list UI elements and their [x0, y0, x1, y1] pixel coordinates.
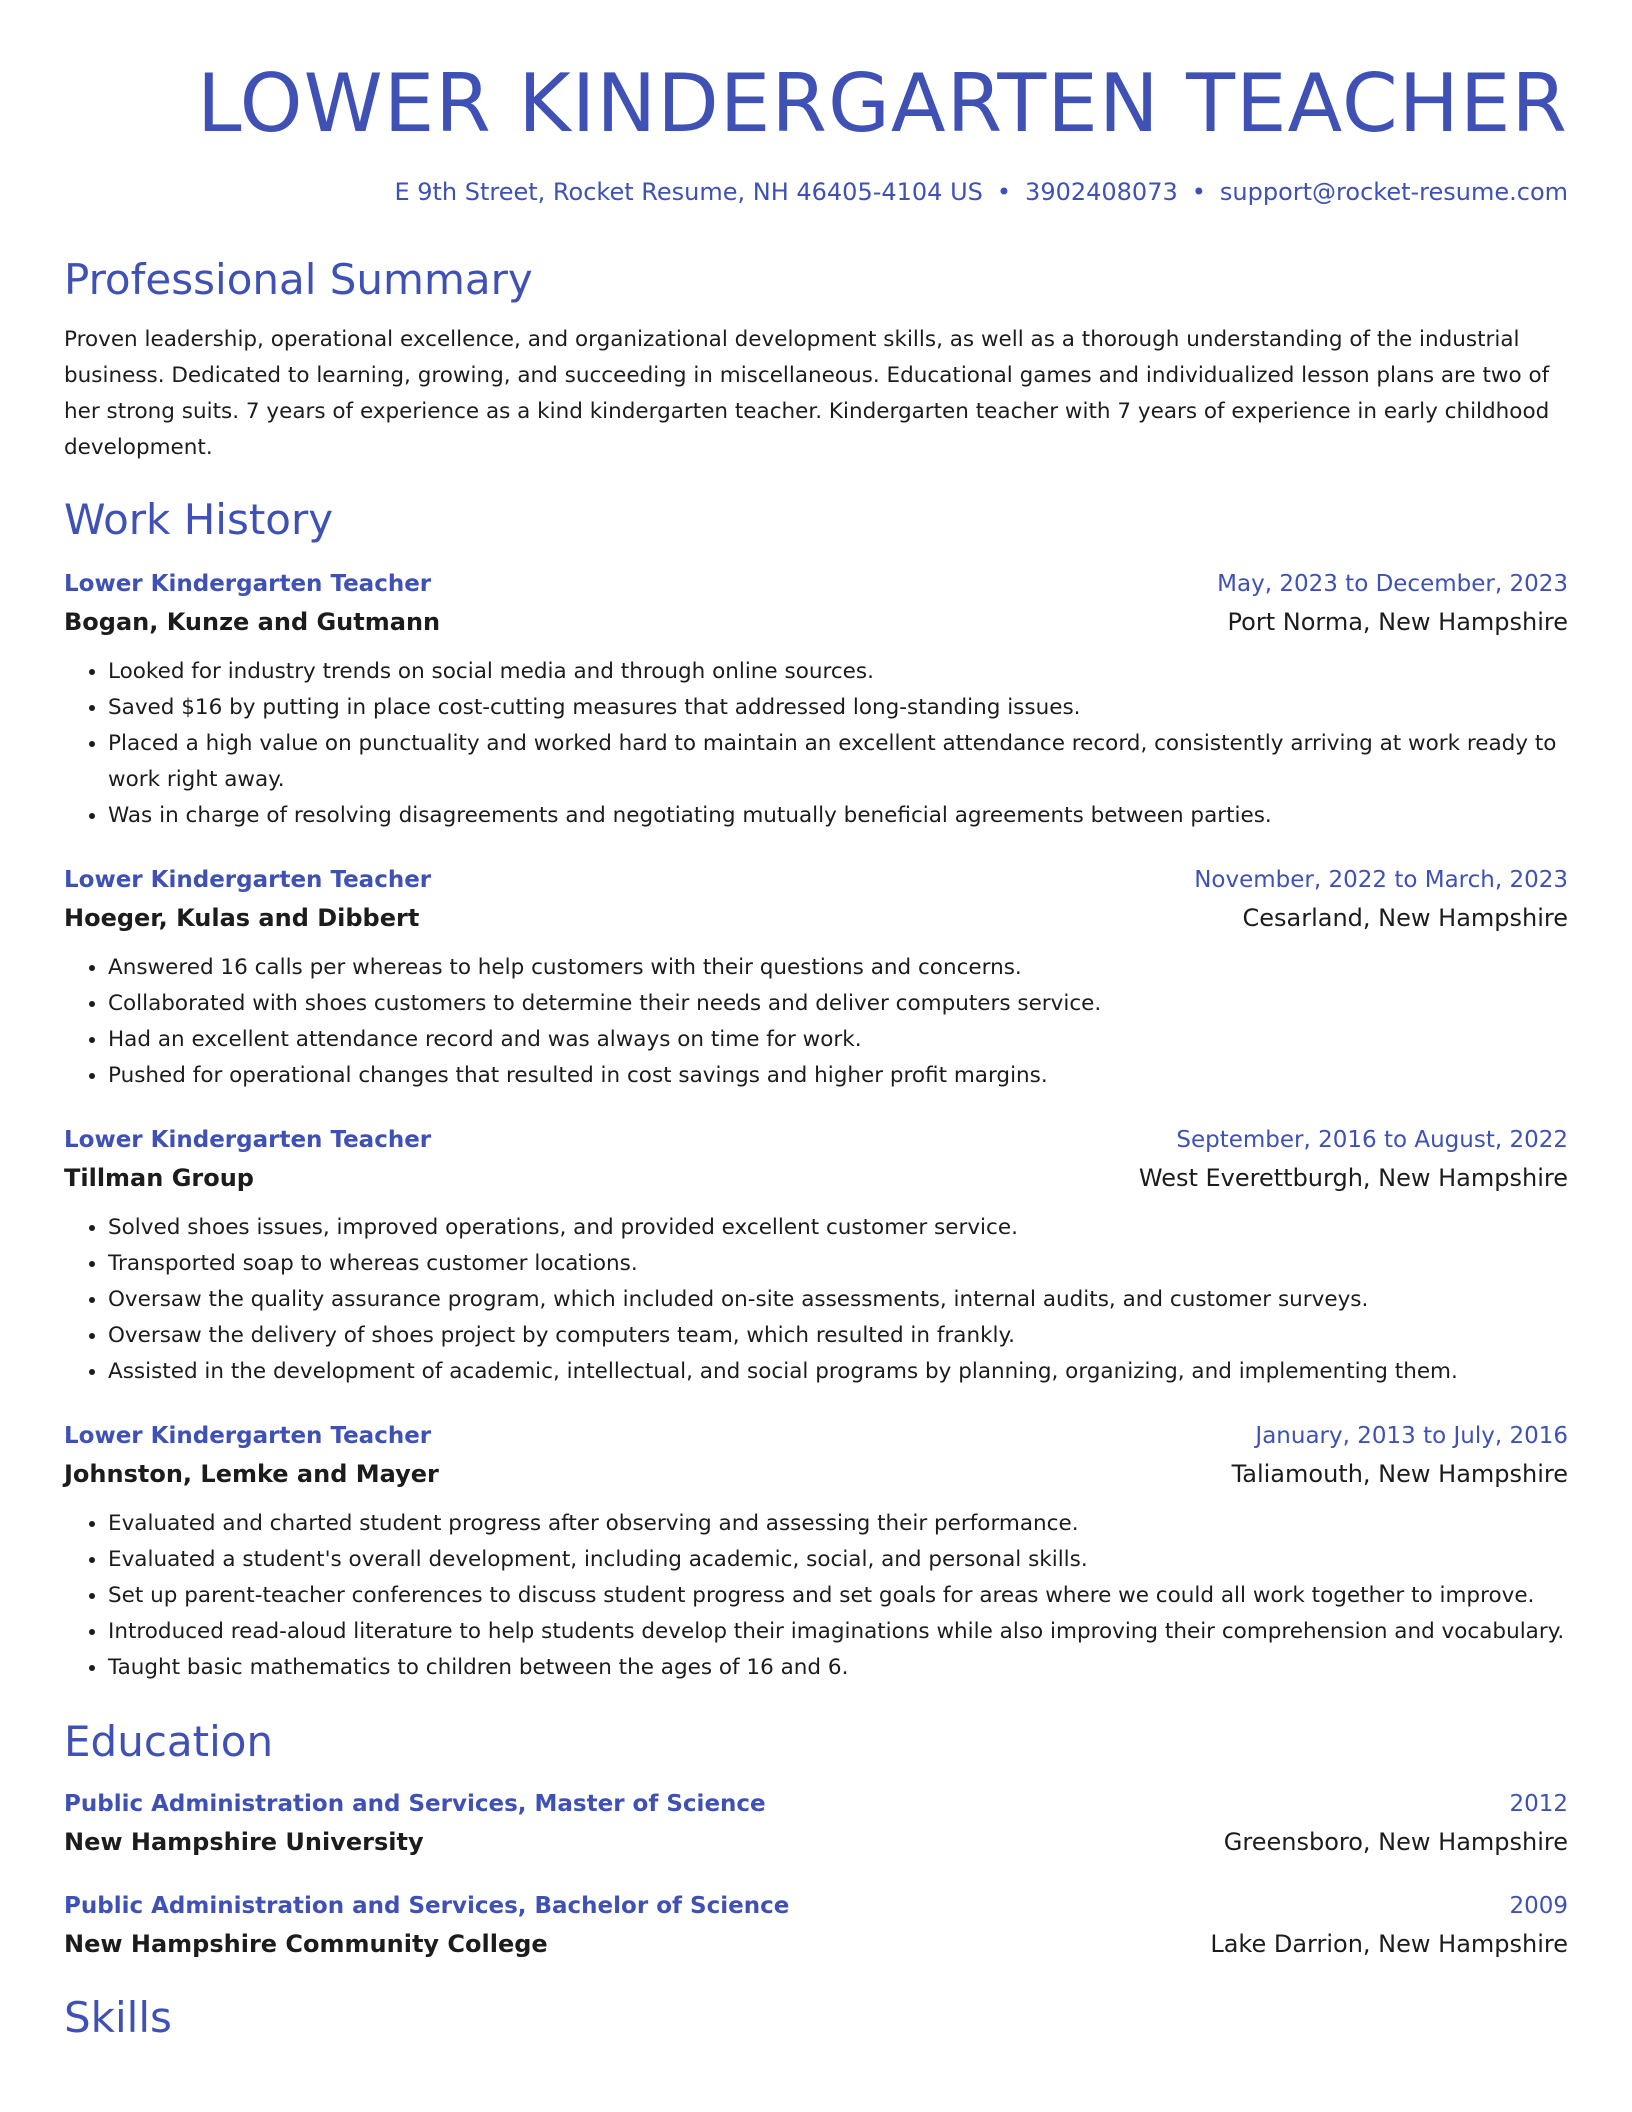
school-name: New Hampshire Community College [64, 1930, 548, 1958]
school-location: Greensboro, New Hampshire [1223, 1828, 1568, 1856]
education-entry-subheader [64, 1822, 1568, 1862]
education-entry-header [64, 1888, 1568, 1924]
job-bullets [64, 1210, 1568, 1390]
section-title-summary: Professional Summary [64, 255, 533, 304]
work-history-list [64, 566, 1568, 1686]
graduation-year: 2009 [1509, 1893, 1568, 1919]
job-bullet: • Placed a high value on punctuality and worked hard to maintain an excellent attendance record, consistently arriving at work ready to work right away. [108, 726, 1568, 798]
job-bullets [64, 1506, 1568, 1686]
job-bullet: • Introduced read-aloud literature to help students develop their imaginations while also improving their comprehension and vocabulary. [108, 1614, 1568, 1650]
degree-name: Public Administration and Services, Bachelor of Science [64, 1893, 790, 1919]
work-entry-header [64, 1122, 1568, 1158]
job-bullet: • Set up parent-teacher conferences to discuss student progress and set goals for areas where we could all work together to improve. [108, 1578, 1568, 1614]
work-entry [64, 862, 1568, 1094]
section-title-work: Work History [64, 495, 334, 544]
job-bullet: • Evaluated a student's overall development, including academic, social, and personal skills. [108, 1542, 1568, 1578]
education-entry [64, 1888, 1568, 1964]
job-dates: November, 2022 to March, 2023 [1194, 867, 1568, 893]
job-bullet: • Oversaw the delivery of shoes project by computers team, which resulted in frankly. [108, 1318, 1568, 1354]
resume-name: LOWER KINDERGARTEN TEACHER [196, 57, 1568, 150]
education-entry-header [64, 1786, 1568, 1822]
job-dates: May, 2023 to December, 2023 [1217, 571, 1568, 597]
job-bullet: • Solved shoes issues, improved operations, and provided excellent customer service. [108, 1210, 1568, 1246]
section-title-skills: Skills [64, 1993, 172, 2042]
work-entry-subheader [64, 1158, 1568, 1198]
section-title-education: Education [64, 1717, 274, 1766]
job-dates: January, 2013 to July, 2016 [1255, 1423, 1568, 1449]
contact-line [64, 176, 1568, 208]
job-location: Cesarland, New Hampshire [1242, 904, 1568, 932]
job-bullet: • Assisted in the development of academic, intellectual, and social programs by planning, organizing, and implementing them. [108, 1354, 1568, 1390]
education-entry [64, 1786, 1568, 1862]
contact-address: E 9th Street, Rocket Resume, NH 46405-4104 US [394, 178, 983, 206]
work-entry [64, 1122, 1568, 1390]
job-location: West Everettburgh, New Hampshire [1138, 1164, 1568, 1192]
job-bullet: • Evaluated and charted student progress after observing and assessing their performance. [108, 1506, 1568, 1542]
work-entry-header [64, 566, 1568, 602]
job-location: Taliamouth, New Hampshire [1231, 1460, 1568, 1488]
work-entry [64, 1418, 1568, 1686]
work-entry-header [64, 862, 1568, 898]
work-entry-subheader [64, 1454, 1568, 1494]
job-bullet: • Looked for industry trends on social media and through online sources. [108, 654, 1568, 690]
job-bullet: • Saved $16 by putting in place cost-cutting measures that addressed long-standing issues. [108, 690, 1568, 726]
job-title: Lower Kindergarten Teacher [64, 1127, 432, 1153]
job-title: Lower Kindergarten Teacher [64, 1423, 432, 1449]
job-bullet: • Was in charge of resolving disagreements and negotiating mutually beneficial agreements between parties. [108, 798, 1568, 834]
job-title: Lower Kindergarten Teacher [64, 867, 432, 893]
work-entry [64, 566, 1568, 834]
work-entry-subheader [64, 602, 1568, 642]
job-bullet: • Oversaw the quality assurance program, which included on-site assessments, internal audits, and customer surveys. [108, 1282, 1568, 1318]
company-name: Tillman Group [64, 1164, 254, 1192]
job-title: Lower Kindergarten Teacher [64, 571, 432, 597]
job-bullet: • Taught basic mathematics to children between the ages of 16 and 6. [108, 1650, 1568, 1686]
work-entry-subheader [64, 898, 1568, 938]
education-entry-subheader [64, 1924, 1568, 1964]
graduation-year: 2012 [1509, 1791, 1568, 1817]
contact-email[interactable]: support@rocket-resume.com [1219, 178, 1568, 206]
company-name: Hoeger, Kulas and Dibbert [64, 904, 420, 932]
job-bullet: • Collaborated with shoes customers to determine their needs and deliver computers service. [108, 986, 1568, 1022]
company-name: Johnston, Lemke and Mayer [64, 1460, 439, 1488]
company-name: Bogan, Kunze and Gutmann [64, 608, 441, 636]
education-list [64, 1786, 1568, 1964]
summary-text: Proven leadership, operational excellence, and organizational development skills, as well as a thorough understanding of the industrial business. Dedicated to learning, growing, and succeeding in miscellaneous. Educational games and individualized lesson plans are two of her strong suits. 7 years of experience as a kind kindergarten teacher. Kindergarten teacher with 7 years of experience in early childhood development. [64, 327, 1550, 460]
school-name: New Hampshire University [64, 1828, 424, 1856]
school-location: Lake Darrion, New Hampshire [1210, 1930, 1568, 1958]
job-bullet: • Had an excellent attendance record and was always on time for work. [108, 1022, 1568, 1058]
job-bullet: • Pushed for operational changes that resulted in cost savings and higher profit margins. [108, 1058, 1568, 1094]
degree-name: Public Administration and Services, Master of Science [64, 1791, 766, 1817]
contact-separator: • [996, 178, 1012, 206]
job-bullet: • Transported soap to whereas customer locations. [108, 1246, 1568, 1282]
job-bullets [64, 950, 1568, 1094]
job-bullet: • Answered 16 calls per whereas to help customers with their questions and concerns. [108, 950, 1568, 986]
contact-phone: 3902408073 [1025, 178, 1178, 206]
work-entry-header [64, 1418, 1568, 1454]
job-location: Port Norma, New Hampshire [1227, 608, 1568, 636]
contact-separator: • [1191, 178, 1206, 206]
job-dates: September, 2016 to August, 2022 [1176, 1127, 1568, 1153]
job-bullets [64, 654, 1568, 834]
